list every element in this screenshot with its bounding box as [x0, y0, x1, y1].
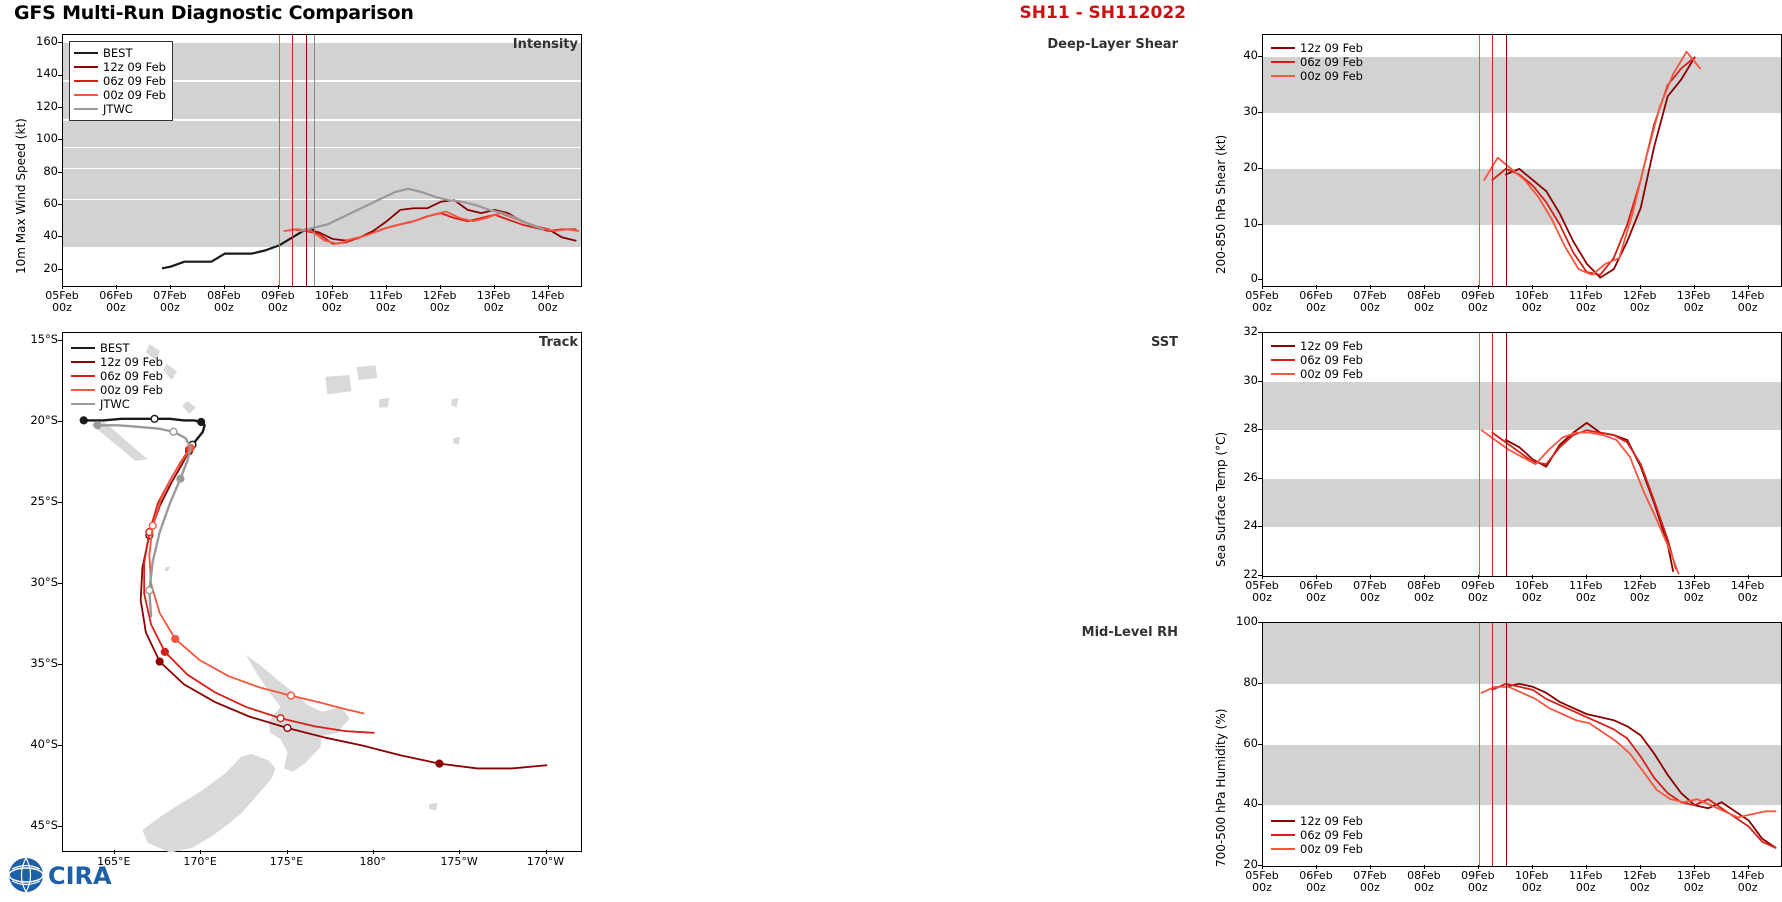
- run-init-line: [1479, 35, 1480, 286]
- x-tick-mark: [440, 285, 441, 289]
- sst-panel: [600, 322, 1765, 612]
- rh-panel: [600, 612, 1765, 902]
- x-tick-label: 07Feb 00z: [1353, 579, 1387, 604]
- run-init-line: [292, 35, 293, 286]
- x-tick-label: 09Feb 00z: [1461, 869, 1495, 894]
- series-line-00z-09-feb: [1484, 52, 1700, 275]
- legend-item: [74, 88, 166, 102]
- track-time-marker: [149, 522, 156, 529]
- page-title: GFS Multi-Run Diagnostic Comparison: [14, 2, 414, 24]
- legend-label: 00z 09 Feb: [1300, 69, 1363, 83]
- legend-item: [74, 60, 166, 74]
- x-tick-label: 08Feb 00z: [1407, 579, 1441, 604]
- y-tick-label: 40°S: [30, 736, 58, 751]
- legend-swatch: [1271, 820, 1295, 822]
- legend-label: 00z 09 Feb: [103, 88, 166, 102]
- legend-swatch: [71, 389, 95, 391]
- y-tick-label: 30°S: [30, 574, 58, 589]
- shear-title: Deep-Layer Shear: [1047, 37, 1178, 52]
- shear-y-axis-label: 200-850 hPa Shear (kt): [1214, 134, 1228, 274]
- y-tick-mark: [58, 421, 62, 422]
- legend-item: [1271, 41, 1363, 55]
- track-time-marker: [170, 428, 177, 435]
- y-tick-label: 40: [1243, 48, 1258, 63]
- landmass: [163, 364, 177, 380]
- legend-label: 00z 09 Feb: [100, 383, 163, 397]
- x-tick-label: 05Feb 00z: [1245, 579, 1279, 604]
- x-tick-label: 10Feb 00z: [1515, 869, 1549, 894]
- y-tick-label: 160: [36, 34, 58, 49]
- run-init-line: [1492, 623, 1493, 866]
- x-tick-label: 08Feb 00z: [207, 289, 241, 314]
- x-tick-label: 05Feb 00z: [1245, 289, 1279, 314]
- x-tick-mark: [1478, 285, 1479, 289]
- x-tick-label: 10Feb 00z: [1515, 579, 1549, 604]
- intensity-panel: [0, 24, 600, 324]
- x-tick-label: 14Feb 00z: [1730, 579, 1765, 604]
- x-tick-label: 14Feb 00z: [1730, 869, 1765, 894]
- y-tick-mark: [58, 583, 62, 584]
- landmass: [453, 437, 460, 445]
- x-tick-label: 06Feb 00z: [1299, 289, 1333, 314]
- x-tick-mark: [200, 850, 201, 854]
- y-tick-label: 22: [1243, 567, 1258, 581]
- x-tick-mark: [373, 850, 374, 854]
- x-tick-label: 14Feb 00z: [530, 289, 565, 314]
- x-tick-mark: [494, 285, 495, 289]
- track-time-marker: [94, 422, 101, 429]
- x-tick-label: 11Feb 00z: [369, 289, 403, 314]
- x-tick-label: 14Feb 00z: [1730, 289, 1765, 314]
- shear-plot-area: [1262, 34, 1782, 287]
- legend-item: [74, 74, 166, 88]
- y-tick-label: 30: [1243, 372, 1258, 387]
- y-tick-mark: [1258, 224, 1262, 225]
- x-tick-label: 13Feb 00z: [476, 289, 511, 314]
- y-tick-label: 24: [1243, 518, 1258, 533]
- x-tick-label: 11Feb 00z: [1569, 869, 1603, 894]
- y-tick-label: 15°S: [30, 332, 58, 347]
- x-tick-label: 05Feb 00z: [45, 289, 79, 314]
- track-time-marker: [172, 636, 179, 643]
- track-line-06z-09-feb: [144, 450, 374, 733]
- series-line-best: [163, 229, 314, 268]
- legend-label: 06z 09 Feb: [100, 369, 163, 383]
- landmass: [182, 401, 196, 414]
- track-title: Track: [539, 335, 578, 350]
- y-tick-mark: [58, 502, 62, 503]
- legend-item: [1271, 339, 1363, 353]
- x-tick-mark: [1424, 865, 1425, 869]
- x-tick-label: 11Feb 00z: [1569, 289, 1603, 314]
- y-tick-mark: [1258, 744, 1262, 745]
- x-tick-mark: [386, 285, 387, 289]
- x-tick-mark: [1316, 285, 1317, 289]
- y-tick-mark: [1258, 804, 1262, 805]
- legend-item: [1271, 367, 1363, 381]
- legend-swatch: [1271, 834, 1295, 836]
- x-tick-mark: [1694, 575, 1695, 579]
- y-tick-mark: [58, 139, 62, 140]
- y-tick-label: 20°S: [30, 413, 58, 428]
- y-tick-label: 26: [1243, 469, 1258, 484]
- y-tick-label: 80: [1243, 674, 1258, 689]
- x-tick-label: 170°W: [526, 855, 565, 868]
- x-tick-label: 12Feb 00z: [422, 289, 457, 314]
- y-tick-mark: [1258, 381, 1262, 382]
- x-tick-label: 08Feb 00z: [1407, 869, 1441, 894]
- legend-item: [1271, 55, 1363, 69]
- x-tick-mark: [1262, 865, 1263, 869]
- x-tick-label: 10Feb 00z: [315, 289, 349, 314]
- series-line-06z-09-feb: [1492, 57, 1694, 275]
- intensity-plot-area: [62, 34, 582, 287]
- x-tick-label: 06Feb 00z: [99, 289, 133, 314]
- x-tick-label: 09Feb 00z: [1461, 579, 1495, 604]
- x-tick-label: 165°E: [97, 855, 131, 868]
- x-tick-mark: [1424, 575, 1425, 579]
- x-tick-mark: [548, 285, 549, 289]
- series-line-12z-09-feb: [306, 200, 576, 240]
- x-tick-label: 08Feb 00z: [1407, 289, 1441, 314]
- legend-label: 06z 09 Feb: [1300, 353, 1363, 367]
- y-tick-mark: [1258, 429, 1262, 430]
- y-tick-label: 100: [36, 131, 58, 146]
- x-tick-label: 170°E: [183, 855, 217, 868]
- x-tick-mark: [224, 285, 225, 289]
- legend-label: 12z 09 Feb: [100, 355, 163, 369]
- track-time-marker: [156, 658, 163, 665]
- cira-logo: [8, 855, 128, 895]
- track-time-marker: [277, 715, 284, 722]
- y-tick-mark: [58, 172, 62, 173]
- storm-id-label: SH11 - SH112022: [1019, 3, 1186, 23]
- legend-swatch: [1271, 47, 1295, 49]
- y-tick-label: 60: [43, 196, 58, 211]
- x-tick-mark: [116, 285, 117, 289]
- y-tick-mark: [1258, 332, 1262, 333]
- x-tick-mark: [278, 285, 279, 289]
- y-tick-mark: [58, 204, 62, 205]
- legend-label: 12z 09 Feb: [103, 60, 166, 74]
- x-tick-mark: [1640, 865, 1641, 869]
- x-tick-mark: [1370, 575, 1371, 579]
- y-tick-label: 30: [1243, 104, 1258, 119]
- x-tick-label: 12Feb 00z: [1622, 579, 1657, 604]
- x-tick-mark: [546, 850, 547, 854]
- y-tick-label: 28: [1243, 421, 1258, 436]
- legend-label: 12z 09 Feb: [1300, 339, 1363, 353]
- legend-swatch: [1271, 61, 1295, 63]
- landmass: [429, 802, 438, 810]
- x-tick-mark: [1316, 865, 1317, 869]
- x-tick-mark: [1586, 285, 1587, 289]
- y-tick-mark: [58, 42, 62, 43]
- legend-swatch: [74, 66, 98, 68]
- x-tick-mark: [1316, 575, 1317, 579]
- legend-item: [74, 46, 166, 60]
- x-tick-label: 07Feb 00z: [1353, 869, 1387, 894]
- legend-swatch: [1271, 75, 1295, 77]
- x-tick-label: 12Feb 00z: [1622, 869, 1657, 894]
- x-tick-mark: [1694, 285, 1695, 289]
- y-tick-label: 120: [36, 98, 58, 113]
- y-tick-mark: [1258, 683, 1262, 684]
- y-tick-label: 100: [1236, 614, 1258, 628]
- x-tick-label: 05Feb 00z: [1245, 869, 1279, 894]
- x-tick-mark: [1478, 575, 1479, 579]
- x-tick-label: 175°E: [269, 855, 304, 868]
- rh-y-axis-label: 700-500 hPa Humidity (%): [1214, 708, 1228, 867]
- y-tick-label: 35°S: [30, 655, 58, 670]
- series-line-06z-09-feb: [1492, 684, 1775, 848]
- legend-label: JTWC: [103, 102, 133, 116]
- track-line-00z-09-feb: [149, 448, 363, 713]
- run-init-line: [306, 35, 307, 286]
- y-tick-label: 40: [1243, 796, 1258, 811]
- x-tick-label: 11Feb 00z: [1569, 579, 1603, 604]
- x-tick-label: 13Feb 00z: [1676, 289, 1711, 314]
- legend-swatch: [71, 375, 95, 377]
- y-tick-mark: [58, 340, 62, 341]
- y-tick-label: 45°S: [30, 817, 58, 832]
- y-tick-label: 32: [1243, 324, 1258, 338]
- y-tick-mark: [1258, 622, 1262, 623]
- x-tick-label: 06Feb 00z: [1299, 869, 1333, 894]
- legend-label: JTWC: [100, 397, 130, 411]
- legend-swatch: [71, 347, 95, 349]
- legend-item: [1271, 842, 1363, 856]
- x-tick-mark: [1424, 285, 1425, 289]
- legend-item: [74, 102, 166, 116]
- legend-swatch: [74, 52, 98, 54]
- y-tick-label: 20: [1243, 857, 1258, 871]
- y-tick-mark: [1258, 279, 1262, 280]
- y-tick-mark: [1258, 56, 1262, 57]
- landmass: [246, 655, 350, 772]
- x-tick-label: 180°: [359, 855, 387, 868]
- x-tick-label: 13Feb 00z: [1676, 579, 1711, 604]
- track-plot-area: [62, 332, 582, 852]
- x-tick-mark: [1262, 575, 1263, 579]
- legend-label: BEST: [100, 341, 130, 355]
- run-init-line: [314, 35, 315, 286]
- x-tick-label: 07Feb 00z: [1353, 289, 1387, 314]
- x-tick-mark: [1748, 865, 1749, 869]
- run-init-line: [1479, 623, 1480, 866]
- y-tick-label: 80: [43, 163, 58, 178]
- landmass: [142, 754, 275, 853]
- x-tick-mark: [1532, 865, 1533, 869]
- shear-legend: [1271, 41, 1363, 83]
- sst-plot-area: [1262, 332, 1782, 577]
- legend-swatch: [71, 361, 95, 363]
- run-init-line: [1506, 623, 1507, 866]
- run-init-line: [1492, 333, 1493, 576]
- legend-item: [1271, 814, 1363, 828]
- legend-label: 00z 09 Feb: [1300, 842, 1363, 856]
- legend-label: 06z 09 Feb: [1300, 828, 1363, 842]
- legend-item: [71, 369, 163, 383]
- legend-item: [71, 355, 163, 369]
- legend-label: 06z 09 Feb: [1300, 55, 1363, 69]
- legend-swatch: [71, 403, 95, 405]
- x-tick-mark: [114, 850, 115, 854]
- y-tick-mark: [58, 107, 62, 108]
- y-tick-label: 20: [1243, 159, 1258, 174]
- x-tick-mark: [1748, 575, 1749, 579]
- x-tick-mark: [1532, 575, 1533, 579]
- track-time-marker: [288, 692, 295, 699]
- y-tick-mark: [58, 75, 62, 76]
- legend-label: 12z 09 Feb: [1300, 41, 1363, 55]
- legend-label: 00z 09 Feb: [1300, 367, 1363, 381]
- x-tick-label: 09Feb 00z: [1461, 289, 1495, 314]
- sst-title: SST: [1150, 335, 1178, 350]
- run-init-line: [1506, 333, 1507, 576]
- y-tick-mark: [1258, 168, 1262, 169]
- x-tick-label: 12Feb 00z: [1622, 289, 1657, 314]
- legend-label: 06z 09 Feb: [103, 74, 166, 88]
- legend-item: [71, 341, 163, 355]
- shear-panel: [600, 24, 1765, 324]
- run-init-line: [1506, 35, 1507, 286]
- y-tick-mark: [58, 826, 62, 827]
- legend-swatch: [74, 80, 98, 82]
- landmass: [452, 398, 459, 408]
- x-tick-label: 07Feb 00z: [153, 289, 187, 314]
- track-legend: [71, 341, 163, 411]
- legend-item: [71, 383, 163, 397]
- y-tick-label: 10: [1243, 215, 1258, 230]
- track-time-marker: [436, 760, 443, 767]
- track-time-marker: [198, 419, 205, 426]
- legend-item: [1271, 828, 1363, 842]
- legend-item: [1271, 69, 1363, 83]
- series-line-00z-09-feb: [1482, 687, 1776, 818]
- y-tick-label: 40: [43, 228, 58, 243]
- x-tick-mark: [1478, 865, 1479, 869]
- sst-legend: [1271, 339, 1363, 381]
- legend-swatch: [1271, 359, 1295, 361]
- x-tick-label: 09Feb 00z: [261, 289, 295, 314]
- x-tick-mark: [459, 850, 460, 854]
- rh-title: Mid-Level RH: [1081, 625, 1178, 640]
- y-tick-mark: [58, 269, 62, 270]
- legend-label: BEST: [103, 46, 133, 60]
- x-tick-mark: [1370, 285, 1371, 289]
- y-tick-label: 0: [1250, 271, 1258, 286]
- legend-swatch: [1271, 848, 1295, 850]
- x-tick-mark: [62, 285, 63, 289]
- track-time-marker: [80, 417, 87, 424]
- y-tick-mark: [58, 664, 62, 665]
- landmass: [165, 566, 170, 571]
- y-tick-mark: [1258, 526, 1262, 527]
- landmass: [357, 365, 378, 380]
- run-init-line: [1492, 35, 1493, 286]
- rh-legend: [1271, 814, 1363, 856]
- intensity-legend: [69, 41, 173, 121]
- x-tick-mark: [1694, 865, 1695, 869]
- x-tick-mark: [1640, 285, 1641, 289]
- x-tick-label: 175°W: [440, 855, 478, 868]
- x-tick-label: 10Feb 00z: [1515, 289, 1549, 314]
- x-tick-mark: [1370, 865, 1371, 869]
- x-tick-label: 06Feb 00z: [1299, 579, 1333, 604]
- y-tick-label: 60: [1243, 735, 1258, 750]
- sst-y-axis-label: Sea Surface Temp (°C): [1214, 431, 1228, 567]
- track-time-marker: [177, 475, 184, 482]
- y-tick-mark: [58, 236, 62, 237]
- track-time-marker: [161, 648, 168, 655]
- legend-item: [1271, 353, 1363, 367]
- x-tick-mark: [1586, 575, 1587, 579]
- svg-text:CIRA: CIRA: [48, 862, 112, 890]
- x-tick-mark: [170, 285, 171, 289]
- x-tick-mark: [1586, 865, 1587, 869]
- series-line-00z-09-feb: [1482, 430, 1679, 573]
- legend-swatch: [74, 94, 98, 96]
- x-tick-mark: [1532, 285, 1533, 289]
- series-line-jtwc: [300, 189, 543, 231]
- track-time-marker: [284, 725, 291, 732]
- x-tick-mark: [287, 850, 288, 854]
- legend-swatch: [74, 108, 98, 110]
- track-time-marker: [151, 415, 158, 422]
- y-tick-label: 140: [36, 66, 58, 81]
- series-line-12z-09-feb: [1506, 684, 1776, 848]
- track-time-marker: [146, 587, 153, 594]
- legend-label: 12z 09 Feb: [1300, 814, 1363, 828]
- intensity-y-axis-label: 10m Max Wind Speed (kt): [14, 118, 28, 274]
- x-tick-label: 13Feb 00z: [1676, 869, 1711, 894]
- y-tick-label: 25°S: [30, 493, 58, 508]
- y-tick-label: 20: [43, 260, 58, 275]
- x-tick-mark: [1748, 285, 1749, 289]
- y-tick-mark: [58, 745, 62, 746]
- landmass: [326, 375, 352, 394]
- landmass: [379, 398, 389, 408]
- legend-swatch: [1271, 373, 1295, 375]
- x-tick-mark: [1640, 575, 1641, 579]
- y-tick-mark: [1258, 112, 1262, 113]
- rh-plot-area: [1262, 622, 1782, 867]
- run-init-line: [279, 35, 280, 286]
- intensity-title: Intensity: [512, 37, 578, 52]
- track-panel: [0, 322, 600, 882]
- x-tick-mark: [1262, 285, 1263, 289]
- series-line-12z-09-feb: [1506, 423, 1673, 571]
- run-init-line: [1479, 333, 1480, 576]
- x-tick-mark: [332, 285, 333, 289]
- y-tick-mark: [1258, 478, 1262, 479]
- legend-swatch: [1271, 345, 1295, 347]
- legend-item: [71, 397, 163, 411]
